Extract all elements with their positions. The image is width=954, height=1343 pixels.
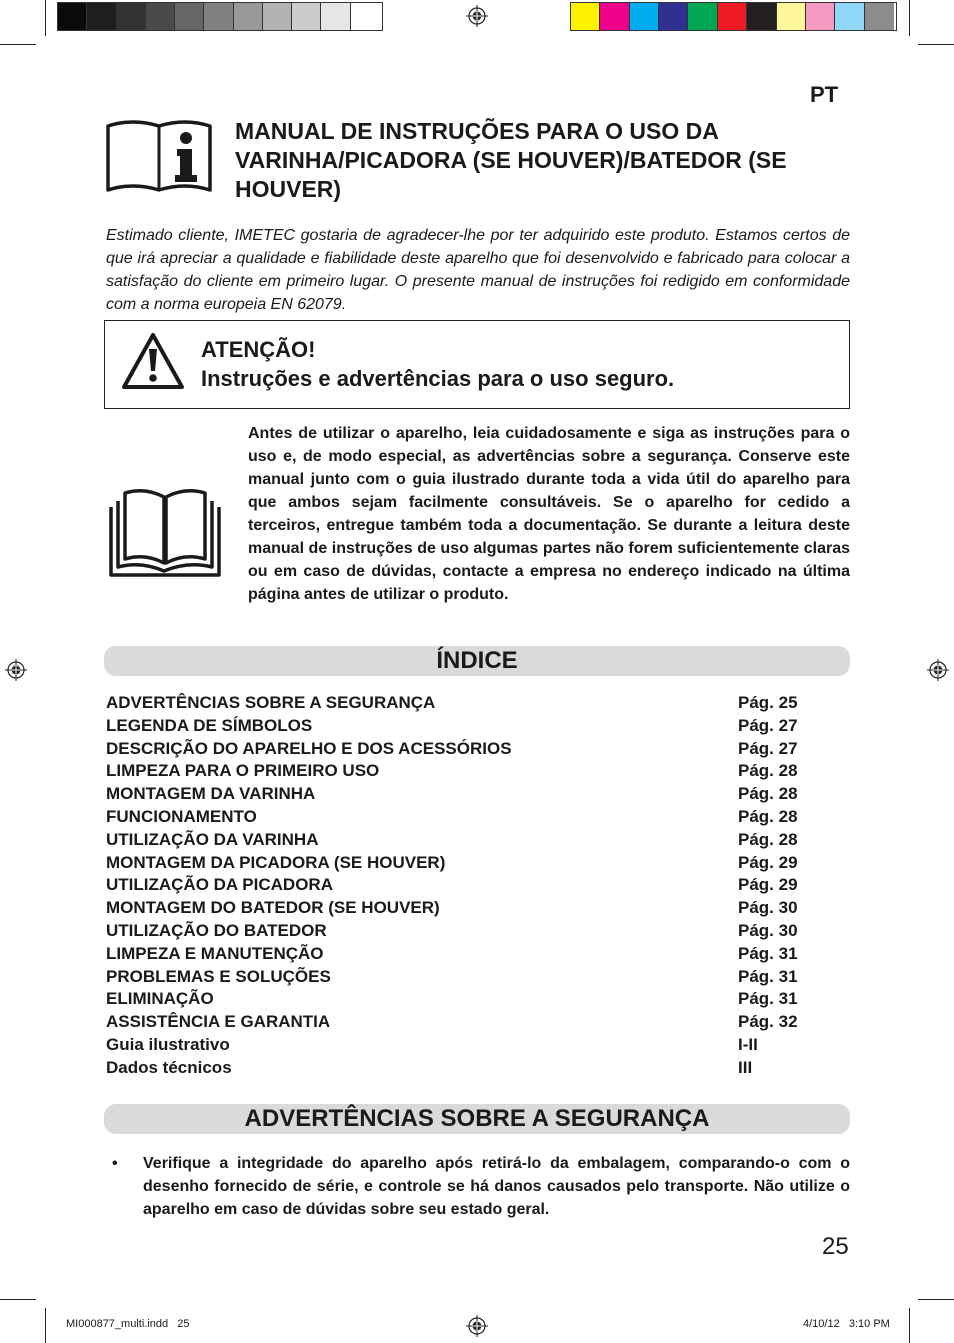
toc-row xyxy=(106,738,850,761)
color-swatch xyxy=(117,3,146,30)
toc-row xyxy=(106,760,850,783)
read-manual-paragraph: Antes de utilizar o aparelho, leia cuidadosamente e siga as instruções para o uso e, de modo especial, as advertências sobre a segurança. Conserve este manual junto com o guia ilustrado durante toda a vida útil do aparelho para que ambos sejam facilmente consultáveis. Se o aparelho for cedido a terceiros, entregue também toda a documentação. Se durante a leitura deste manual de instruções de uso algumas partes não forem suficientemente claras ou em caso de dúvidas, contacte a empresa no endereço indicado na última página antes de utilizar o produto. xyxy=(248,425,850,603)
crop-mark xyxy=(45,1308,46,1343)
toc-label: PROBLEMAS E SOLUÇÕES xyxy=(106,966,331,986)
toc-label: UTILIZAÇÃO DA VARINHA xyxy=(106,829,319,849)
registration-mark-icon xyxy=(5,659,27,681)
toc-label: ADVERTÊNCIAS SOBRE A SEGURANÇA xyxy=(106,693,436,712)
crop-mark xyxy=(45,0,46,36)
toc-page: III xyxy=(738,1057,753,1077)
index-heading: ÍNDICE xyxy=(104,646,850,676)
page-number: 25 xyxy=(822,1233,849,1260)
toc-label: Dados técnicos xyxy=(106,1057,232,1077)
info-book-icon xyxy=(105,118,213,195)
toc-label: UTILIZAÇÃO DO BATEDOR xyxy=(106,920,327,940)
color-swatch xyxy=(835,3,864,30)
warning-title: ATENÇÃO! xyxy=(201,337,316,362)
toc-page: Pág. 30 xyxy=(738,920,798,940)
color-swatch xyxy=(146,3,175,30)
toc-page: Pág. 31 xyxy=(738,966,798,986)
color-swatch xyxy=(321,3,350,30)
crop-mark xyxy=(0,1299,36,1300)
toc-page: Pág. 28 xyxy=(738,829,798,849)
toc-row xyxy=(106,806,850,829)
toc-page: Pág. 31 xyxy=(738,989,798,1009)
toc-page: Pág. 30 xyxy=(738,898,798,918)
color-swatch xyxy=(865,3,894,30)
warning-triangle-icon xyxy=(120,331,186,391)
toc-row xyxy=(106,1057,850,1080)
toc-label: Guia ilustrativo xyxy=(106,1034,230,1054)
toc-page: Pág. 29 xyxy=(738,875,798,895)
bullet-symbol: • xyxy=(112,1155,118,1172)
color-swatch xyxy=(777,3,806,30)
toc-label: MONTAGEM DO BATEDOR (SE HOUVER) xyxy=(106,898,440,918)
toc-page: Pág. 31 xyxy=(738,943,798,963)
toc-row xyxy=(106,874,850,897)
toc-row xyxy=(106,897,850,920)
registration-mark-icon xyxy=(927,659,949,681)
safety-heading: ADVERTÊNCIAS SOBRE A SEGURANÇA xyxy=(104,1104,850,1134)
toc-page: Pág. 28 xyxy=(738,761,798,781)
toc-page: Pág. 27 xyxy=(738,738,798,758)
crop-mark xyxy=(909,1308,910,1343)
crop-mark xyxy=(0,44,36,45)
toc-row xyxy=(106,943,850,966)
registration-mark-icon xyxy=(466,5,488,27)
color-swatch xyxy=(747,3,776,30)
toc-label: FUNCIONAMENTO xyxy=(106,806,257,826)
toc-row xyxy=(106,692,850,715)
toc-page: Pág. 28 xyxy=(738,806,798,826)
color-swatch xyxy=(58,3,87,30)
color-swatch xyxy=(87,3,116,30)
toc-label: DESCRIÇÃO DO APARELHO E DOS ACESSÓRIOS xyxy=(106,738,512,758)
color-swatch xyxy=(263,3,292,30)
toc-row xyxy=(106,966,850,989)
toc-row xyxy=(106,852,850,875)
color-swatch xyxy=(630,3,659,30)
warning-subtitle: Instruções e advertências para o uso seguro. xyxy=(201,366,675,391)
toc-row xyxy=(106,1011,850,1034)
intro-paragraph: Estimado cliente, IMETEC gostaria de agradecer-lhe por ter adquirido este produto. Estamos certos de que irá apreciar a qualidade e fiabilidade deste aparelho que foi desenvolvido e fabricado para colocar a satisfação do cliente em primeiro lugar. O presente manual de instruções foi redigido em conformidade com a norma europeia EN 62079. xyxy=(106,227,850,313)
safety-bullet-item xyxy=(112,1152,850,1221)
process-color-bar xyxy=(570,2,897,31)
toc-row xyxy=(106,715,850,738)
color-swatch xyxy=(806,3,835,30)
toc-row xyxy=(106,829,850,852)
color-swatch xyxy=(718,3,747,30)
manual-title: MANUAL DE INSTRUÇÕES PARA O USO DA VARINHA/PICADORA (SE HOUVER)/BATEDOR (SE HOUVER) xyxy=(235,118,787,202)
registration-mark-icon xyxy=(466,1315,488,1337)
color-swatch xyxy=(351,3,380,30)
date-slug: 4/10/12 3:10 PM xyxy=(803,1318,890,1330)
toc-label: MONTAGEM DA PICADORA (SE HOUVER) xyxy=(106,852,446,872)
toc-label: UTILIZAÇÃO DA PICADORA xyxy=(106,875,333,895)
language-code: PT xyxy=(810,82,839,107)
color-swatch xyxy=(659,3,688,30)
toc-label: MONTAGEM DA VARINHA xyxy=(106,784,316,804)
crop-mark xyxy=(918,1299,954,1300)
warning-heading xyxy=(201,335,674,393)
toc-row xyxy=(106,783,850,806)
toc-row xyxy=(106,988,850,1011)
toc-label: LIMPEZA PARA O PRIMEIRO USO xyxy=(106,761,380,781)
toc-page: Pág. 25 xyxy=(738,693,798,712)
file-slug: MI000877_multi.indd 25 xyxy=(66,1318,190,1330)
color-swatch xyxy=(204,3,233,30)
toc-page: Pág. 32 xyxy=(738,1012,798,1032)
table-of-contents xyxy=(106,692,850,1080)
toc-page: Pág. 29 xyxy=(738,852,798,872)
color-swatch xyxy=(571,3,600,30)
toc-row xyxy=(106,1034,850,1057)
toc-page: Pág. 28 xyxy=(738,784,798,804)
crop-mark xyxy=(909,0,910,36)
color-swatch xyxy=(175,3,204,30)
color-swatch xyxy=(600,3,629,30)
toc-label: LIMPEZA E MANUTENÇÃO xyxy=(106,943,324,963)
crop-mark xyxy=(918,44,954,45)
toc-label: ELIMINAÇÃO xyxy=(106,989,214,1009)
toc-row xyxy=(106,920,850,943)
color-swatch xyxy=(292,3,321,30)
toc-label: LEGENDA DE SÍMBOLOS xyxy=(106,715,313,735)
color-swatch xyxy=(688,3,717,30)
grayscale-color-bar xyxy=(57,2,383,31)
open-book-icon xyxy=(107,487,223,579)
color-swatch xyxy=(234,3,263,30)
toc-label: ASSISTÊNCIA E GARANTIA xyxy=(106,1012,331,1032)
toc-page: I-II xyxy=(738,1034,758,1054)
bullet-text: Verifique a integridade do aparelho após retirá-lo da embalagem, comparando-o com o desenho fornecido de série, e controle se há danos causados pelo transporte. Não utilize o aparelho em caso de dúvidas sobre seu estado geral. xyxy=(143,1155,850,1218)
toc-page: Pág. 27 xyxy=(738,715,798,735)
